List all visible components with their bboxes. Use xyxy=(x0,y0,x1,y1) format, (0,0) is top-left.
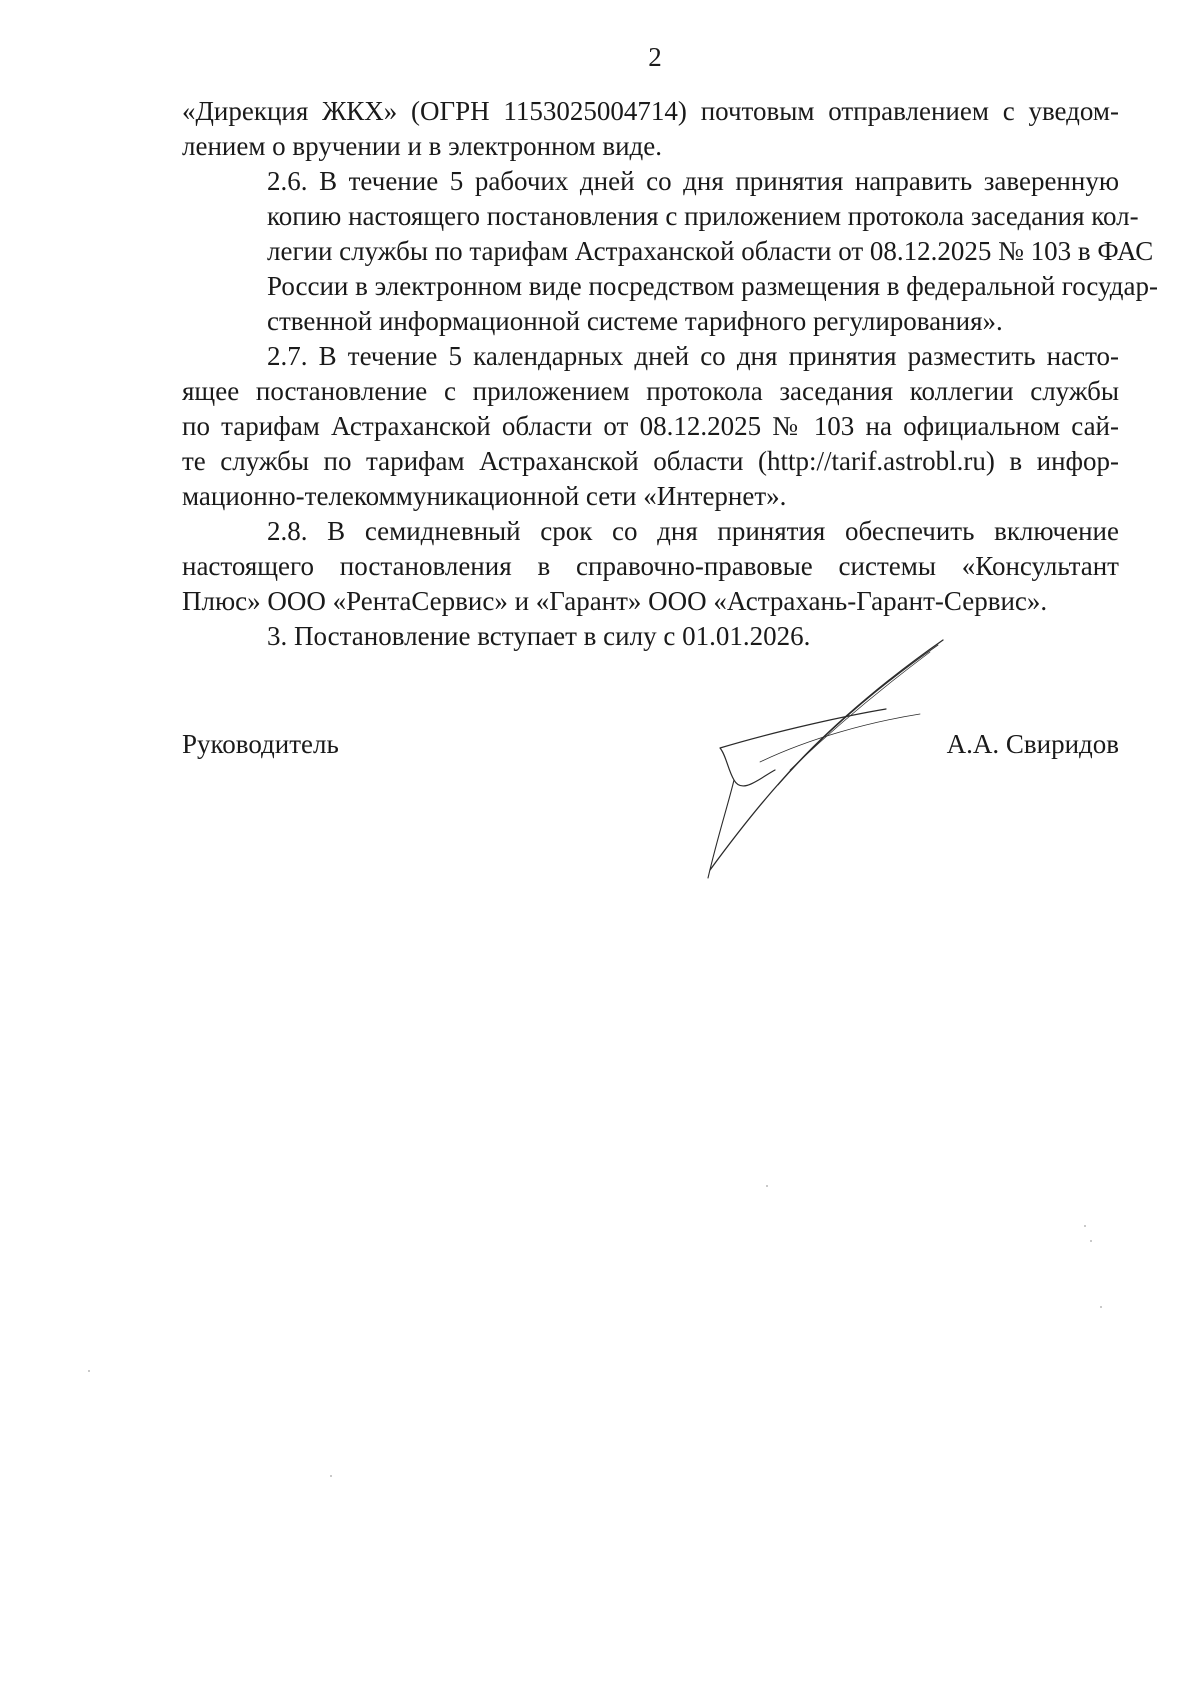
scan-speck xyxy=(766,1185,768,1187)
signatory-name: А.А. Свиридов xyxy=(946,729,1119,759)
text-line: легии службы по тарифам Астраханской области от 08.12.2025 № 103 в ФАС xyxy=(267,236,1154,266)
scan-speck xyxy=(1100,1306,1102,1308)
paragraph-2-8 xyxy=(182,514,1119,619)
scan-speck xyxy=(1084,1225,1086,1227)
text-line: лением о вручении и в электронном виде. xyxy=(182,131,663,161)
text-line: настоящего постановления в справочно-правовые системы «Консультант xyxy=(182,551,1119,581)
scan-speck xyxy=(1090,1240,1092,1242)
scan-speck xyxy=(330,1475,332,1477)
text-line: копию настоящего постановления с приложением протокола заседания кол- xyxy=(267,201,1139,231)
text-line: 2.6. В течение 5 рабочих дней со дня принятия направить заверенную xyxy=(267,166,1119,196)
text-line: России в электронном виде посредством размещения в федеральной государ- xyxy=(267,271,1158,301)
document-body xyxy=(182,94,1158,654)
text-line: по тарифам Астраханской области от 08.12.2025 № 103 на официальном сай- xyxy=(182,411,1119,441)
handwritten-signature-icon xyxy=(660,630,980,890)
text-line: 3. Постановление вступает в силу с 01.01.2026. xyxy=(267,621,811,651)
text-line: Плюс» ООО «РентаСервис» и «Гарант» ООО «Астрахань-Гарант-Сервис». xyxy=(182,586,1048,616)
text-line: 2.7. В течение 5 календарных дней со дня принятия разместить насто- xyxy=(267,341,1119,371)
paragraph-2-6 xyxy=(182,164,1158,339)
paragraph-2-7 xyxy=(182,339,1119,514)
text-line: ящее постановление с приложением протокола заседания коллегии службы xyxy=(182,376,1119,406)
text-line: ственной информационной системе тарифного регулирования». xyxy=(267,306,1003,336)
text-line: мационно-телекоммуникационной сети «Интернет». xyxy=(182,481,787,511)
text-line: «Дирекция ЖКХ» (ОГРН 1153025004714) почтовым отправлением с уведом- xyxy=(182,96,1119,126)
scan-speck xyxy=(88,1370,90,1372)
page-number: 2 xyxy=(648,42,662,72)
text-line: 2.8. В семидневный срок со дня принятия обеспечить включение xyxy=(267,516,1119,546)
text-line: те службы по тарифам Астраханской области (http://tarif.astrobl.ru) в инфор- xyxy=(182,446,1119,476)
paragraph-delivery-note xyxy=(182,94,1119,164)
signatory-title: Руководитель xyxy=(182,729,339,759)
